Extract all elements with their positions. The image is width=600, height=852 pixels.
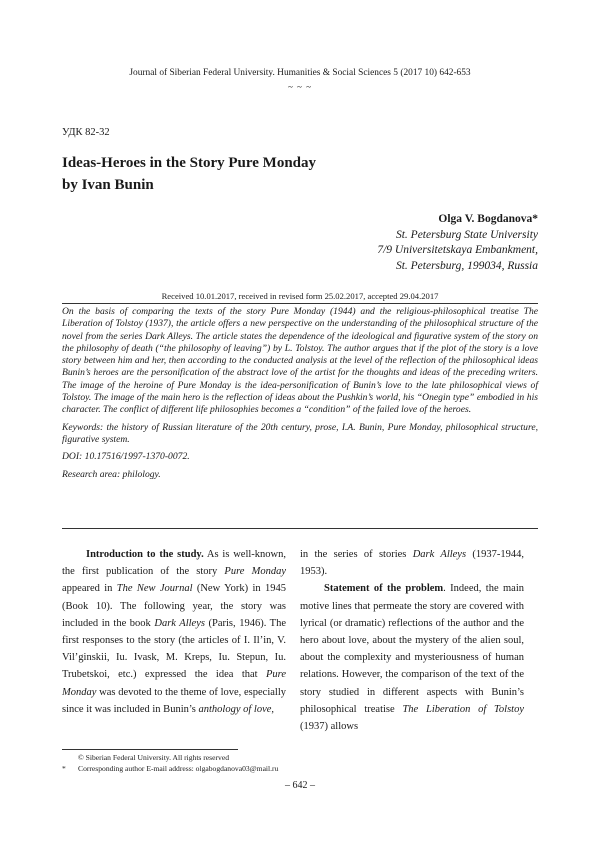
affiliation-line: St. Petersburg, 199034, Russia bbox=[395, 259, 538, 272]
introduction-paragraph: Introduction to the study. As is well-known, the first publication of the story Pure Monday appeared in The New Journal (New York) in 1945 (Book 10). The following year, the story was included in the book Dark Alleys (Paris, 1946). The first responses to the story (the articles of I. Il’in, V. Vil’ginskii, Iu. Ivask, M. Kreps, Iu. Stepun, Iu. Trubetskoi, etc.) expressed the idea that Pure Monday was devoted to the theme of love, especially since it was included in Bunin’s anthology of love, bbox=[62, 549, 286, 715]
affiliation-line: St. Petersburg State University bbox=[395, 228, 538, 241]
page-number: – 642 – bbox=[285, 780, 315, 791]
affiliation-line: 7/9 Universitetskaya Embankment, bbox=[377, 244, 538, 257]
introduction-heading: Introduction to the study. bbox=[86, 549, 204, 560]
abstract bbox=[62, 306, 538, 481]
problem-heading: Statement of the problem bbox=[324, 583, 444, 595]
udc-code: УДК 82-32 bbox=[62, 127, 110, 138]
received-dates: Received 10.01.2017, received in revised form 25.02.2017, accepted 29.04.2017 bbox=[161, 291, 439, 301]
body-column-right bbox=[300, 546, 524, 735]
body-column-left bbox=[62, 546, 286, 718]
header-ornament: ~ ~ ~ bbox=[287, 82, 313, 92]
journal-header bbox=[0, 68, 600, 92]
abstract-top-rule bbox=[62, 303, 538, 304]
abstract-text: On the basis of comparing the texts of the story Pure Monday (1944) and the religious-philosophical treatise The Liberation of Tolstoy (1937), the article offers a new perspective on the understanding of the philosophical structure of the novel from the series Dark Alleys. The article states the dependence of the ideological and figurative system of the story on the philosophy of death (“the philosophy of leaving”) by L. Tolstoy. The author argues that if the plot of the story is a love story between him and her, then according to the conducted analysis at the level of the reflection of the philosophical ideas Bunin’s heroes are the personification of the abstract love of the artist for the thoughts and ideas of the preceding writers. The image of the heroine of Pure Monday is the idea-personification of Bunin’s love to the late philosophical views of Tolstoy. The image of the main hero is the reflection of ideas about the Pushkin’s world, his “Onegin type” embodied in his character. The conflict of different life philosophies becomes a “condition” of the failed love of the heroes. bbox=[62, 306, 538, 416]
footnote-rule bbox=[62, 749, 238, 750]
article-title bbox=[62, 152, 482, 196]
doi: DOI: 10.17516/1997-1370-0072. bbox=[62, 451, 190, 463]
footnote-corresponding: * Corresponding author E-mail address: olgabogdanova03@mail.ru bbox=[62, 764, 279, 773]
keywords: Keywords: the history of Russian literature of the 20th century, prose, I.A. Bunin, Pure Monday, philosophical structure, figurative system. bbox=[62, 421, 538, 445]
continued-paragraph: in the series of stories Dark Alleys (1937-1944, 1953). bbox=[300, 549, 525, 578]
footnote-star: * bbox=[62, 764, 66, 773]
research-area: Research area: philology. bbox=[62, 468, 161, 480]
title-line-1: Ideas-Heroes in the Story Pure Monday bbox=[62, 155, 317, 171]
problem-paragraph: Statement of the problem. Indeed, the main motive lines that permeate the story are covered with lyrical (or dramatic) reflections of the author and the hero about love, about the mystery of the alien soul, about the complexity and mysteriousness of human relations. However, the comparison of the text of the story studied in different aspects with Bunin’s philosophical treatise The Liberation of Tolstoy (1937) allows bbox=[300, 583, 524, 733]
author-name: Olga V. Bogdanova* bbox=[438, 213, 538, 225]
footnote-copyright: © Siberian Federal University. All rights reserved bbox=[78, 753, 229, 762]
author-block bbox=[377, 212, 538, 274]
abstract-bottom-rule bbox=[62, 528, 538, 529]
title-line-2: by Ivan Bunin bbox=[62, 177, 154, 193]
journal-citation: Journal of Siberian Federal University. Humanities & Social Sciences 5 (2017 10) 642-653 bbox=[129, 68, 471, 78]
